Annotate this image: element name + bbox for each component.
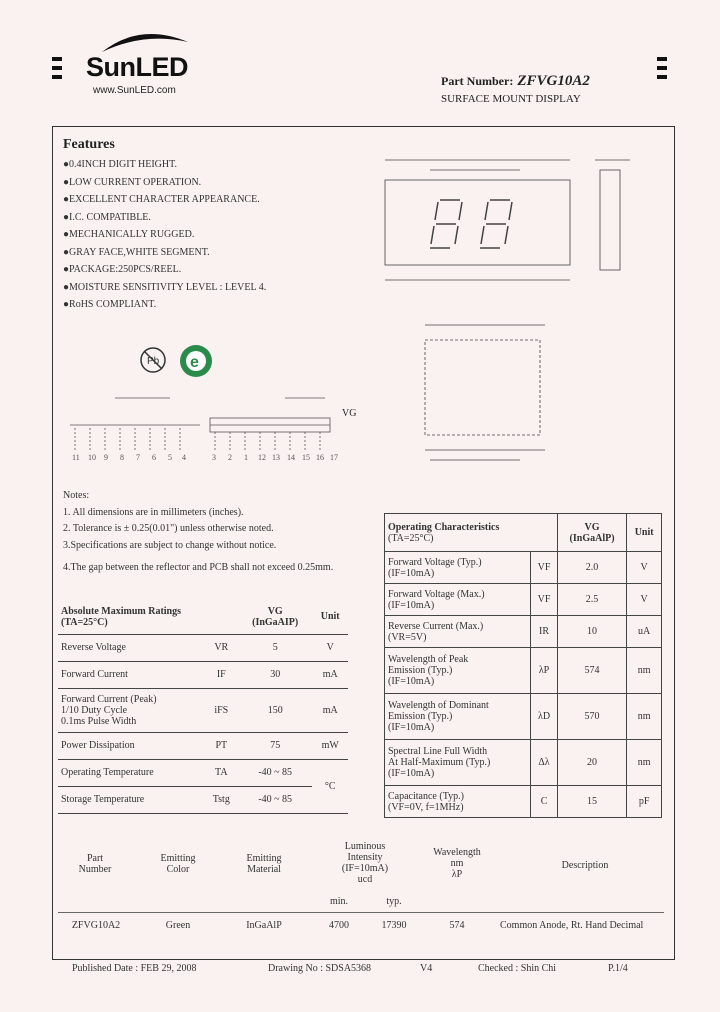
sel-color-header (150, 853, 206, 875)
symbol: VF (531, 584, 557, 616)
table-row (58, 634, 348, 661)
sel-part-h1: Part (86, 853, 104, 864)
value: 20 (557, 740, 627, 786)
pin-number: 15 (302, 453, 310, 462)
symbol: C (531, 786, 557, 818)
feature-item: ●I.C. COMPATIBLE. (63, 212, 151, 223)
table-row (385, 616, 662, 648)
unit: nm (627, 694, 662, 740)
sel-lum-h4: ucd (357, 874, 373, 885)
sel-typ: 17390 (381, 920, 407, 931)
pin-number: 10 (88, 453, 96, 462)
value: 10 (557, 616, 627, 648)
feature-item: ●LOW CURRENT OPERATION. (63, 177, 202, 188)
sel-material: InGaAlP (246, 920, 282, 931)
value: 30 (238, 661, 312, 688)
pb-label: Pb (147, 356, 160, 367)
sel-wl-h3: λP (451, 869, 463, 880)
unit: °C (312, 759, 348, 813)
pin-number: 17 (330, 453, 338, 462)
sel-description: Common Anode, Rt. Hand Decimal (500, 920, 644, 931)
sel-wavelength: 574 (449, 920, 465, 931)
table-row (385, 786, 662, 818)
mechanical-drawing (370, 140, 670, 470)
right-mark-3 (657, 75, 667, 79)
param: Capacitance (Typ.) (388, 790, 464, 802)
symbol: VF (531, 552, 557, 584)
right-mark-1 (657, 57, 667, 61)
sel-wl-h2: nm (450, 858, 464, 869)
symbol: iFS (205, 688, 238, 732)
feature-item: ●RoHS COMPLIANT. (63, 299, 157, 310)
op-title: Operating Characteristics (388, 521, 500, 533)
feature-item: ●0.4INCH DIGIT HEIGHT. (63, 159, 177, 170)
param-cond: (IF=10mA) (388, 722, 435, 733)
logo-arc-icon (100, 28, 190, 54)
param: Storage Temperature (58, 786, 205, 813)
param: Forward Voltage (Max.) (388, 588, 485, 600)
part-number-label: Part Number: (441, 74, 514, 88)
param-line2: 1/10 Duty Cycle (61, 704, 128, 716)
symbol: IF (205, 661, 238, 688)
unit: V (627, 552, 662, 584)
symbol: λP (531, 648, 557, 694)
feature-item: ●PACKAGE:250PCS/REEL. (63, 264, 182, 275)
param-cond: (IF=10mA) (388, 768, 435, 779)
pin-number: 5 (168, 453, 172, 462)
table-row (58, 759, 348, 786)
sel-min: 4700 (329, 920, 349, 931)
symbol: Δλ (531, 740, 557, 786)
sel-wl-h1: Wavelength (433, 847, 481, 858)
op-vg-header (557, 514, 627, 552)
pin-number: 4 (182, 453, 186, 462)
value: 2.5 (557, 584, 627, 616)
symbol: Tstg (205, 786, 238, 813)
pin-number: 2 (228, 453, 232, 462)
unit: V (627, 584, 662, 616)
table-row (385, 694, 662, 740)
sel-lum-h3: (IF=10mA) (341, 863, 389, 874)
left-mark-2 (52, 66, 62, 70)
unit: pF (627, 786, 662, 818)
feature-item: ●GRAY FACE,WHITE SEGMENT. (63, 247, 210, 258)
operating-characteristics-table (384, 513, 662, 818)
op-title-cell (385, 514, 558, 552)
feature-item: ●MOISTURE SENSITIVITY LEVEL : LEVEL 4. (63, 282, 267, 293)
symbol: λD (531, 694, 557, 740)
feature-item: ●MECHANICALLY RUGGED. (63, 229, 195, 240)
table-row (385, 648, 662, 694)
abs-vg-header (238, 600, 312, 634)
param: Operating Temperature (58, 759, 205, 786)
symbol: TA (205, 759, 238, 786)
pin-number: 6 (152, 453, 156, 462)
absolute-max-table (58, 600, 348, 814)
note-item: 2. Tolerance is ± 0.25(0.01") unless otherwise noted. (63, 523, 274, 534)
sel-divider (58, 912, 664, 913)
part-number-value: ZFVG10A2 (517, 73, 590, 89)
sel-typ-header: typ. (386, 896, 402, 907)
sel-mat-h2: Material (247, 864, 281, 875)
notes-title: Notes: (63, 490, 90, 501)
pin-number: 16 (316, 453, 324, 462)
sel-lum-h2: Intensity (347, 852, 383, 863)
pin-number: 7 (136, 453, 140, 462)
abs-col-mat: (InGaAIP) (252, 616, 299, 628)
value: 15 (557, 786, 627, 818)
note-item: 4.The gap between the reflector and PCB shall not exceed 0.25mm. (63, 562, 334, 573)
unit: uA (627, 616, 662, 648)
sel-luminous-header (334, 841, 396, 885)
value: 570 (557, 694, 627, 740)
value: 2.0 (557, 552, 627, 584)
param: Wavelength of Peak (388, 654, 469, 665)
pin-number: 9 (104, 453, 108, 462)
checked-by: Checked : Shin Chi (478, 963, 557, 974)
pin-number: 12 (258, 453, 266, 462)
param: Wavelength of Dominant (388, 700, 489, 711)
left-mark-3 (52, 75, 62, 79)
value: 5 (238, 634, 312, 661)
value: -40 ~ 85 (238, 759, 312, 786)
param-multi (58, 688, 205, 732)
param: Reverse Voltage (58, 634, 205, 661)
symbol: VR (205, 634, 238, 661)
part-number-header (441, 72, 590, 90)
param-cond: (IF=10mA) (388, 676, 435, 687)
unit: mA (312, 688, 348, 732)
table-row (58, 688, 348, 732)
abs-title-cell (58, 600, 238, 634)
table-row (58, 786, 348, 813)
pin-number: 11 (72, 453, 80, 462)
published-date: Published Date : FEB 29, 2008 (72, 963, 197, 974)
op-subtitle: (TA=25°C) (388, 532, 434, 544)
param-cond: (IF=10mA) (388, 599, 435, 611)
website-url[interactable]: www.SunLED.com (93, 85, 176, 96)
pb-free-icon (138, 345, 168, 375)
sel-mat-h1: Emitting (246, 853, 282, 864)
version: V4 (420, 963, 433, 974)
right-mark-2 (657, 66, 667, 70)
value: 75 (238, 732, 312, 759)
abs-subtitle: (TA=25°C) (61, 616, 108, 628)
pin-number: 8 (120, 453, 124, 462)
pin-number: 14 (287, 453, 295, 462)
note-item: 1. All dimensions are in millimeters (inches). (63, 507, 244, 518)
sel-color: Green (165, 920, 191, 931)
left-mark-1 (52, 57, 62, 61)
e-compliance-icon (178, 343, 214, 379)
sel-part-header (75, 853, 115, 875)
symbol: IR (531, 616, 557, 648)
param-cond: (VR=5V) (388, 631, 427, 643)
value: 150 (238, 688, 312, 732)
pin-number: 3 (212, 453, 216, 462)
param: Reverse Current (Max.) (388, 620, 484, 632)
param-cond: (VF=0V, f=1MHz) (388, 801, 464, 813)
table-row (58, 732, 348, 759)
logo: SunLED (86, 52, 188, 82)
param: Power Dissipation (58, 732, 205, 759)
page-number: P.1/4 (608, 963, 628, 974)
sel-lum-h1: Luminous (344, 841, 386, 852)
sel-material-header (236, 853, 292, 875)
abs-unit-header: Unit (312, 600, 348, 634)
unit: V (312, 634, 348, 661)
pin-number: 1 (244, 453, 248, 462)
value: 574 (557, 648, 627, 694)
sel-desc-header: Description (561, 860, 609, 871)
product-subtitle: SURFACE MOUNT DISPLAY (441, 93, 581, 105)
note-item: 3.Specifications are subject to change without notice. (63, 540, 277, 551)
unit: nm (627, 740, 662, 786)
param-cond: (IF=10mA) (388, 567, 435, 579)
op-unit-header: Unit (627, 514, 662, 552)
sel-min-header: min. (329, 896, 349, 907)
pin-number: 13 (272, 453, 280, 462)
param: Forward Current (58, 661, 205, 688)
sel-color-h1: Emitting (160, 853, 196, 864)
param-line2: Emission (Typ.) (388, 711, 453, 722)
sel-part-h2: Number (78, 864, 112, 875)
table-row (385, 552, 662, 584)
op-col-mat: (InGaAlP) (569, 532, 615, 544)
abs-col-vg: VG (267, 605, 283, 617)
abs-title: Absolute Maximum Ratings (61, 605, 182, 617)
value: -40 ~ 85 (238, 786, 312, 813)
unit: mW (312, 732, 348, 759)
table-row (385, 740, 662, 786)
symbol: PT (205, 732, 238, 759)
sel-color-h2: Color (166, 864, 190, 875)
unit: mA (312, 661, 348, 688)
param: Spectral Line Full Width (388, 746, 488, 757)
sel-wavelength-header (425, 847, 489, 880)
param-line2: At Half-Maximum (Typ.) (388, 757, 491, 768)
param: Forward Voltage (Typ.) (388, 556, 482, 568)
vg-label: VG (342, 408, 357, 419)
sel-part: ZFVG10A2 (71, 920, 121, 931)
table-row (385, 584, 662, 616)
unit: nm (627, 648, 662, 694)
feature-item: ●EXCELLENT CHARACTER APPEARANCE. (63, 194, 260, 205)
op-col-vg: VG (584, 521, 600, 533)
param-line3: 0.1ms Pulse Width (61, 715, 137, 727)
table-row (58, 661, 348, 688)
param-line2: Emission (Typ.) (388, 665, 453, 676)
features-title: Features (63, 137, 115, 152)
drawing-number: Drawing No : SDSA5368 (268, 963, 372, 974)
param: Forward Current (Peak) (61, 693, 157, 705)
e-label: e (190, 354, 199, 371)
